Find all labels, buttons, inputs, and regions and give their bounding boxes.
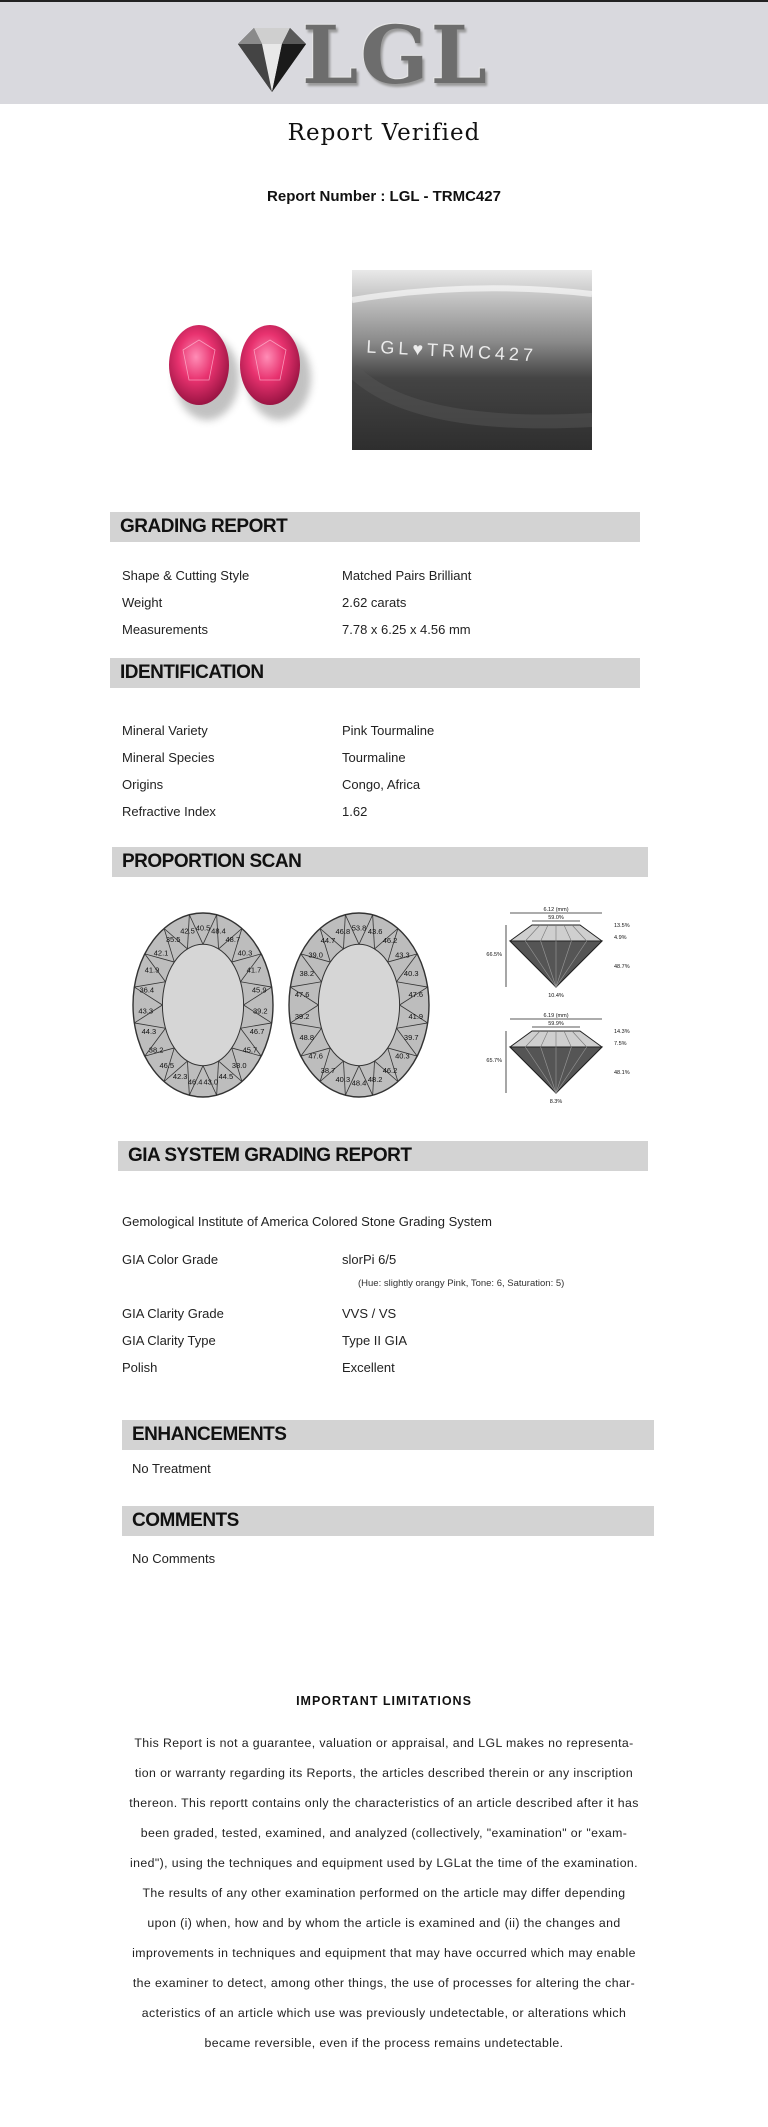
gemstone-photo [133,270,325,460]
facet-value: 47.6 [308,1051,323,1061]
facet-value: 43.6 [367,926,383,936]
right-oval-facet-map [289,913,429,1097]
page-title: Report Verified [287,120,481,146]
row-value: Type II GIA [342,1333,408,1348]
facet-value: 48.4 [211,926,226,936]
facet-value: 48.8 [299,1033,315,1043]
left-oval-facet-map [133,913,273,1097]
facet-value: 46.2 [382,1066,398,1076]
facet-value: 43.0 [203,1077,219,1087]
enhancements-text: No Treatment [132,1461,211,1476]
facet-value: 40.3 [403,968,419,978]
row-label: Weight [122,595,163,610]
header-bar [0,0,768,104]
facet-value: 39.7 [403,1033,419,1043]
facet-value: 40.3 [237,948,253,958]
row-value: Excellent [342,1360,395,1375]
facet-value: 45.7 [242,1045,258,1055]
profile-diagram-top [486,907,629,999]
proportion-ovals-diagram [117,905,447,1120]
profile-label: 66.5% [486,952,502,958]
limitations-line: improvements in techniques and equipment that may have occurred which may enable [132,1946,636,1960]
facet-value: 45.9 [251,985,267,995]
profile-diagram-bottom [486,1013,629,1105]
limitations-heading: IMPORTANT LIMITATIONS [296,1694,472,1708]
row-value: Tourmaline [342,750,406,765]
row-label: Measurements [122,622,208,637]
facet-value: 47.6 [294,990,310,1000]
limitations-line: became reversible, even if the process remains undetectable. [204,2036,564,2050]
profile-label: 59.9% [548,1021,564,1027]
profile-label: 8.3% [549,1099,563,1105]
row-value: VVS / VS [342,1306,397,1321]
facet-value: 40.3 [335,1075,351,1085]
diamond-logo-icon [232,20,312,100]
facet-value: 38.2 [299,968,315,978]
row-value: Congo, Africa [342,777,421,792]
row-label: Origins [122,777,164,792]
profile-label: 13.5% [614,923,630,929]
facet-value: 42.3 [172,1071,188,1081]
proportion-profile-diagrams [472,905,644,1120]
inscription-text: LGL♥TRMC427 [365,336,538,366]
row-label: GIA Clarity Type [122,1333,216,1348]
gia-subtitle: Gemological Institute of America Colored Stone Grading System [122,1214,492,1229]
comments-text: No Comments [132,1551,216,1566]
facet-value: 41.9 [408,1011,424,1021]
facet-value: 46.8 [335,926,351,936]
profile-label: 6.19 (mm) [543,1013,569,1019]
facet-value: 53.8 [351,923,367,933]
facet-value: 44.7 [320,935,336,945]
inscription-photo [352,270,592,450]
section-enhancements: ENHANCEMENTS [122,1420,654,1450]
profile-label: 10.4% [548,993,564,999]
row-label: GIA Color Grade [122,1252,219,1267]
limitations-line: tion or warranty regarding its Reports, the articles described therein or any inscription [134,1766,634,1780]
facet-value: 48.4 [351,1078,367,1088]
facet-value: 41.9 [144,965,160,975]
limitations-line: acteristics of an article which use was previously undetectable, or alterations which [141,2006,627,2020]
limitations-line: the examiner to detect, among other things, the use of processes for altering the char- [132,1976,636,1990]
row-label: Polish [122,1360,158,1375]
row-value: slorPi 6/5 [342,1252,397,1267]
facet-value: 42.5 [180,926,195,936]
facet-value: 35.5 [165,934,181,944]
facet-value: 43.3 [138,1006,154,1016]
profile-label: 48.7% [614,964,630,970]
facet-value: 42.1 [153,948,169,958]
row-value: 1.62 [342,804,368,819]
limitations-line: The results of any other examination performed on the article may differ depending [142,1886,626,1900]
facet-value: 46.2 [382,935,398,945]
facet-value: 46.5 [159,1060,175,1070]
facet-value: 47.6 [408,990,424,1000]
color-grade-note: (Hue: slightly orangy Pink, Tone: 6, Saturation: 5) [358,1278,565,1289]
facet-value: 38.0 [231,1060,247,1070]
limitations-line: upon (i) when, how and by whom the article is examined and (ii) the changes and [147,1916,621,1930]
section-proportion-scan: PROPORTION SCAN [112,847,648,877]
facet-value: 40.3 [395,1051,410,1061]
profile-label: 4.9% [614,935,627,941]
profile-label: 59.0% [548,915,564,921]
facet-value: 48.2 [367,1075,383,1085]
facet-value: 46.7 [249,1026,265,1036]
row-value: 2.62 carats [342,595,407,610]
profile-label: 6.12 (mm) [543,907,569,913]
facet-value: 43.3 [395,950,410,960]
profile-label: 7.5% [614,1041,627,1047]
section-grading-report: GRADING REPORT [110,512,640,542]
limitations-line: been graded, tested, examined, and analyzed (collectively, "examination" or "exam- [140,1826,628,1840]
profile-label: 14.3% [614,1029,630,1035]
facet-value: 38.2 [148,1045,164,1055]
facet-value: 36.4 [139,985,155,995]
section-comments: COMMENTS [122,1506,654,1536]
row-label: Mineral Variety [122,723,208,738]
facet-value: 38.7 [320,1066,336,1076]
row-label: GIA Clarity Grade [122,1306,224,1321]
row-value: Pink Tourmaline [342,723,435,738]
row-value: Matched Pairs Brilliant [342,568,472,583]
profile-label: 48.1% [614,1070,630,1076]
row-label: Shape & Cutting Style [122,568,250,583]
limitations-line: ined"), using the techniques and equipment used by LGLat the time of the examination. [129,1856,638,1870]
limitations-line: This Report is not a guarantee, valuation or appraisal, and LGL makes no representa- [134,1736,634,1750]
section-identification: IDENTIFICATION [110,658,640,688]
report-number: Report Number : LGL - TRMC427 [267,188,501,205]
facet-value: 44.5 [218,1071,234,1081]
facet-value: 41.7 [246,965,262,975]
row-label: Mineral Species [122,750,215,765]
profile-label: 65.7% [486,1058,502,1064]
facet-value: 39.2 [294,1011,310,1021]
row-label: Refractive Index [122,804,216,819]
limitations-line: thereon. This reportt contains only the characteristics of an article described after it has [129,1796,639,1810]
facet-value: 48.7 [225,934,241,944]
facet-value: 44.3 [141,1026,157,1036]
facet-value: 39.2 [252,1006,268,1016]
logo-text: LGL [302,8,489,102]
section-gia-system: GIA SYSTEM GRADING REPORT [118,1141,648,1171]
facet-value: 39.0 [308,950,323,960]
facet-value: 40.5 [195,923,211,933]
row-value: 7.78 x 6.25 x 4.56 mm [342,622,471,637]
lgl-logo [232,8,492,102]
facet-value: 46.4 [187,1077,203,1087]
